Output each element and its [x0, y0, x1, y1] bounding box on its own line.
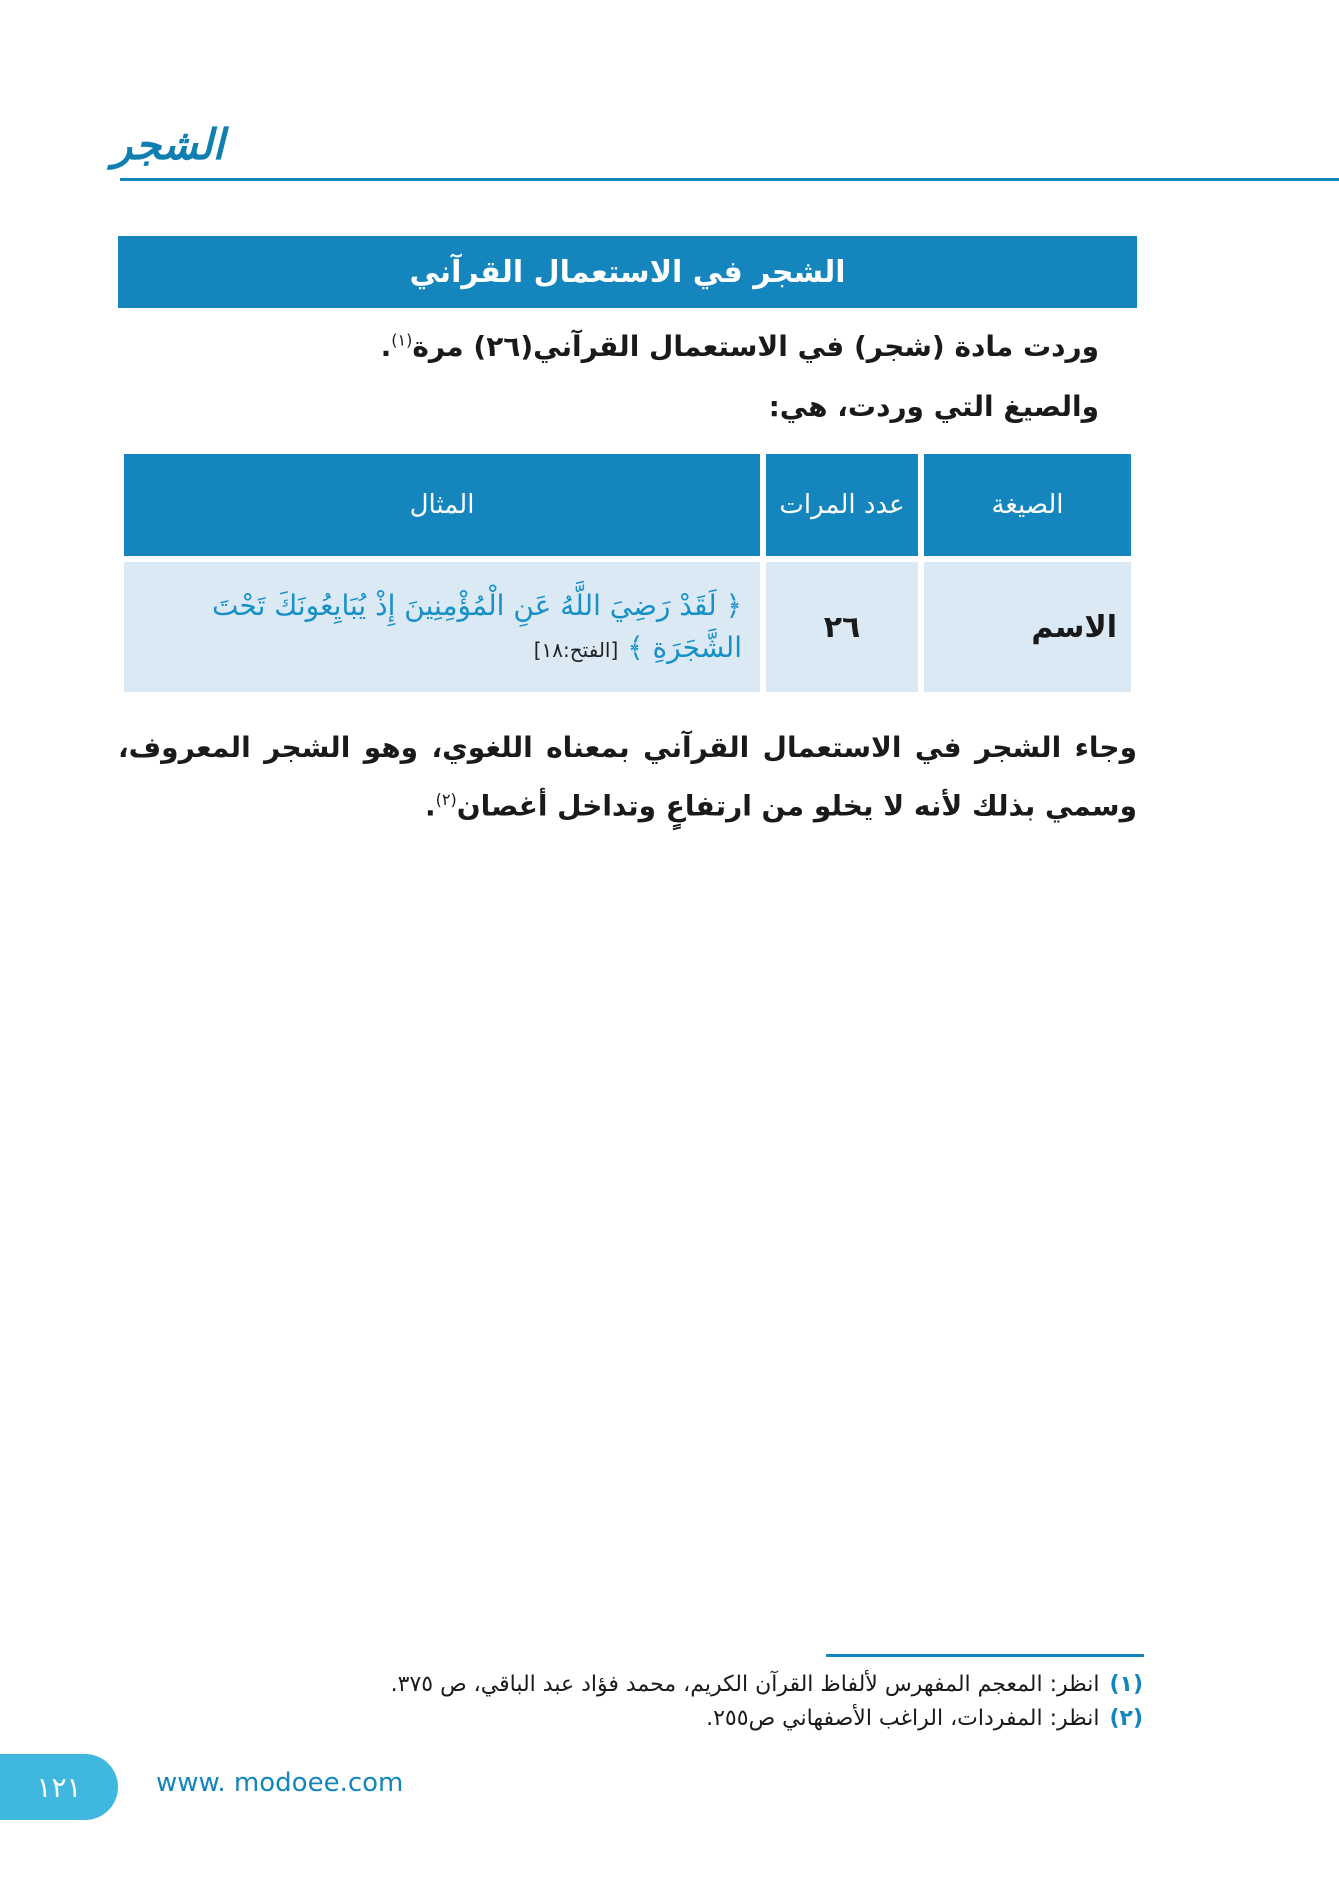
- quran-verse: ﴿ لَقَدْ رَضِيَ اللَّهُ عَنِ الْمُؤْمِنِينَ إِذْ يُبَايِعُونَكَ تَحْتَ الشَّجَرَةِ ﴾: [212, 589, 742, 664]
- table-row: [124, 562, 1131, 692]
- footnote-1-text: انظر: المعجم المفهرس لألفاظ القرآن الكريم، محمد فؤاد عبد الباقي، ص ٣٧٥.: [390, 1672, 1100, 1697]
- cell-example: [124, 562, 760, 692]
- header-form: الصيغة: [924, 454, 1131, 556]
- verse-reference: [الفتح:١٨]: [533, 638, 619, 662]
- footnote-2-text: انظر: المفردات، الراغب الأصفهاني ص٢٥٥.: [706, 1706, 1100, 1731]
- page-number-badge: [0, 1754, 118, 1820]
- header-rule: [120, 178, 1339, 181]
- footnote-2: [706, 1706, 1143, 1731]
- footnote-1: [391, 1672, 1143, 1697]
- footnote-ref-1[interactable]: (١): [391, 330, 413, 350]
- body-paragraph: [118, 722, 1137, 832]
- header-example: المثال: [124, 454, 760, 556]
- forms-table: [118, 448, 1137, 698]
- intro-line-1: [381, 330, 1099, 363]
- footnote-2-number: (٢): [1109, 1706, 1143, 1731]
- intro-line-1-end: .: [380, 330, 392, 363]
- cell-form: الاسم: [924, 562, 1131, 692]
- intro-line-2: والصيغ التي وردت، هي:: [768, 390, 1099, 423]
- body-text: وجاء الشجر في الاستعمال القرآني بمعناه اللغوي، وهو الشجر المعروف، وسمي بذلك لأنه لا يخلو من ارتفاعٍ وتداخل أغصان: [118, 731, 1137, 823]
- section-title-banner: [118, 236, 1137, 308]
- table-header-row: [124, 454, 1131, 556]
- footnote-1-number: (١): [1109, 1672, 1143, 1697]
- footnote-rule: [826, 1654, 1144, 1657]
- running-header-title: الشجر: [112, 120, 225, 169]
- footnote-ref-2[interactable]: (٢): [435, 790, 457, 809]
- header-count: عدد المرات: [766, 454, 918, 556]
- website-link[interactable]: www. modoee.com: [156, 1768, 404, 1798]
- body-end: .: [424, 789, 436, 823]
- section-title: الشجر في الاستعمال القرآني: [409, 254, 846, 290]
- page-number: ١٢١: [36, 1770, 82, 1804]
- intro-line-1-text: وردت مادة (شجر) في الاستعمال القرآني(٢٦) مرة: [412, 330, 1099, 363]
- cell-count: ٢٦: [766, 562, 918, 692]
